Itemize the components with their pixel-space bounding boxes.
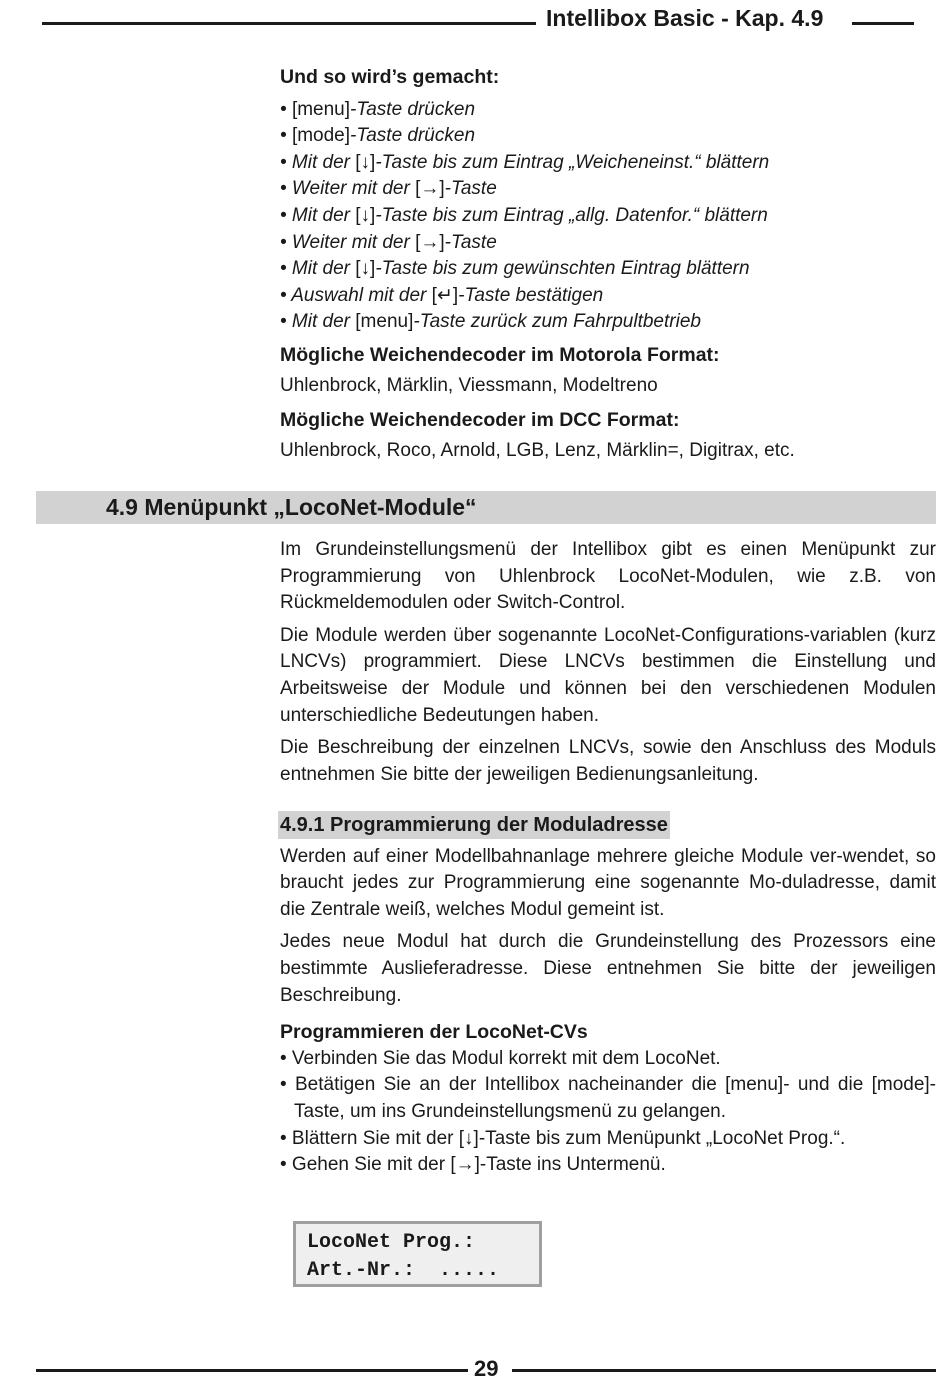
step-item: • Mit der [menu]-Taste zurück zum Fahrpultbetrieb <box>280 311 701 333</box>
motorola-heading: Mögliche Weichendecoder im Motorola Format: <box>280 343 720 366</box>
steps-list <box>280 97 940 336</box>
lcd-line-1: LocoNet Prog.: <box>307 1231 476 1254</box>
step-item: • Auswahl mit der [↵]-Taste bestätigen <box>280 284 604 306</box>
section-body <box>280 537 936 788</box>
cv-step-item: • Verbinden Sie das Modul korrekt mit dem LocoNet. <box>280 1047 721 1069</box>
step-item: • [mode]-Taste drücken <box>280 125 476 147</box>
lcd-display <box>293 1221 542 1287</box>
cv-step-item: • Gehen Sie mit der [→]-Taste ins Untermenü. <box>280 1154 666 1176</box>
motorola-text: Uhlenbrock, Märklin, Viessmann, Modeltreno <box>280 374 658 396</box>
dcc-heading: Mögliche Weichendecoder im DCC Format: <box>280 409 680 432</box>
section-paragraph: Im Grundeinstellungsmenü der Intellibox gibt es einen Menüpunkt zur Programmierung von Uhlenbrock LocoNet-Modulen, wie z.B. von Rückmeldemodulen oder Switch-Control. <box>280 539 936 614</box>
dcc-text: Uhlenbrock, Roco, Arnold, LGB, Lenz, Märklin=, Digitrax, etc. <box>280 439 795 461</box>
cv-heading: Programmieren der LocoNet-CVs <box>280 1021 588 1044</box>
header-rule-right <box>852 22 914 25</box>
steps-block <box>280 64 940 464</box>
step-item: • Mit der [↓]-Taste bis zum Eintrag „Weicheneinst.“ blättern <box>280 151 770 173</box>
lcd-line-2: Art.-Nr.: ..... <box>307 1259 500 1282</box>
step-item: • Mit der [↓]-Taste bis zum Eintrag „allg. Datenfor.“ blättern <box>280 204 768 226</box>
section-paragraph: Die Module werden über sogenannte LocoNet-Configurations-variablen (kurz LNCVs) programmiert. Diese LNCVs bestimmen die Einstellung und Arbeitsweise der Module und können bei den verschiedenen Modulen unterschiedliche Bedeutungen haben. <box>280 624 936 726</box>
subsection-paragraph: Jedes neue Modul hat durch die Grundeinstellung des Prozessors eine bestimmte Auslieferadresse. Diese entnehmen Sie bitte der jeweiligen Beschreibung. <box>280 931 936 1006</box>
cv-steps-list <box>280 1046 936 1179</box>
steps-heading: Und so wird’s gemacht: <box>280 66 500 88</box>
page-number: 29 <box>474 1356 499 1381</box>
step-item: • Weiter mit der [→]-Taste <box>280 231 497 253</box>
page-header-title: Intellibox Basic - Kap. 4.9 <box>546 5 824 31</box>
footer-rule-right <box>512 1369 936 1372</box>
subsection-paragraph: Werden auf einer Modellbahnanlage mehrere gleiche Module ver-wendet, so braucht jedes zur Programmierung eine sogenannte Mo-duladresse, damit die Zentrale weiß, welches Modul gemeint ist. <box>280 845 936 920</box>
footer-rule-left <box>36 1369 468 1372</box>
step-item: • Weiter mit der [→]-Taste <box>280 178 497 200</box>
subsection-title: 4.9.1 Programmierung der Moduladresse <box>278 811 670 839</box>
section-title: 4.9 Menüpunkt „LocoNet-Module“ <box>106 494 477 520</box>
cv-step-item: • Blättern Sie mit der [↓]-Taste bis zum Menüpunkt „LocoNet Prog.“. <box>280 1127 846 1149</box>
header-rule-left <box>42 22 536 25</box>
section-paragraph: Die Beschreibung der einzelnen LNCVs, sowie den Anschluss des Moduls entnehmen Sie bitte der jeweiligen Bedienungsanleitung. <box>280 737 936 785</box>
cv-step-item: • Betätigen Sie an der Intellibox nacheinander die [menu]- und die [mode]-Taste, um ins Grundeinstellungsmenü zu gelangen. <box>280 1074 936 1122</box>
step-item: • Mit der [↓]-Taste bis zum gewünschten Eintrag blättern <box>280 258 750 280</box>
step-item: • [menu]-Taste drücken <box>280 98 476 120</box>
subsection-body <box>280 811 936 1179</box>
